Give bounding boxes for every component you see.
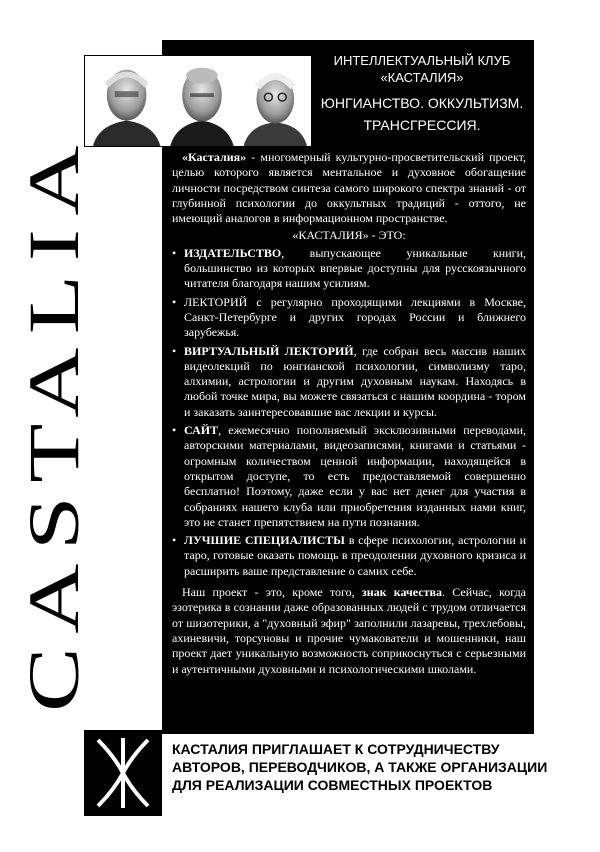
quality-mark: знак качества (361, 585, 442, 600)
intro-lead: «Касталия» (182, 150, 247, 164)
list-item: • ЛЕКТОРИЙ с регулярно проходящими лекциями в Москве, Санкт-Петербурге и других городах России и ближнего зарубежья. (172, 295, 526, 341)
list-item: • ВИРТУАЛЬНЫЙ ЛЕКТОРИЙ, где собран весь массив наших видеолекций по юнгианской психологии, символизму таро, алхимии, астрологии и другим духовным наукам. Находясь в любой точке мира, вы можете связаться с нашим координа - тором и заказать заинтересовавшие вас лекции и курсы. (172, 344, 526, 420)
invitation-line1: КАСТАЛИЯ ПРИГЛАШАЕТ К СОТРУДНИЧЕСТВУ (172, 741, 500, 757)
invitation-text (172, 740, 548, 794)
list-item: • САЙТ, ежемесячно пополняемый эксклюзивными переводами, авторскими материалами, видеозаписями, книгами и статьями - огромным количеством ценной информации, находящейся в открытом доступе, то есть предоставляемой совершенно бесплатно! Поэтому, даже если у вас нет денег для участия в собраниях нашего клуба или приобретения изданных нами книг, это не станет препятствием на пути познания. (172, 423, 526, 530)
club-topics-line2: ТРАНСГРЕССИЯ. (363, 117, 481, 133)
list-item: • ИЗДАТЕЛЬСТВО, выпускающее уникальные книги, большинство из которых впервые доступны для русскоязычного читателя благодаря нашим усилиям. (172, 246, 526, 292)
list-title: «КАСТАЛИЯ» - ЭТО: (292, 228, 406, 243)
invitation-line3: ДЛЯ РЕАЛИЗАЦИИ СОВМЕСТНЫХ ПРОЕКТОВ (172, 777, 493, 793)
castalia-vertical-text: CASTALIA (14, 281, 94, 712)
club-name-line2: «КАСТАЛИЯ» (380, 70, 464, 85)
portrait-middle (170, 68, 233, 146)
club-name-line1: ИНТЕЛЛЕКТУАЛЬНЫЙ КЛУБ (333, 53, 511, 68)
portrait-right (244, 75, 307, 146)
intro-text: - многомерный культурно-просветительский проект, целью которого является ментальное и духовное обогащение личности посредством синтеза самого широкого спектра знаний - от глубинной психологии до оккультных традиций - оттого, не имеющий аналогов в информационном пространстве. (172, 150, 526, 226)
intro-paragraph (172, 150, 526, 226)
club-header (312, 52, 532, 134)
invitation-line2: АВТОРОВ, ПЕРЕВОДЧИКОВ, А ТАКЖЕ ОРГАНИЗАЦИИ (172, 759, 548, 775)
portraits-photo (84, 55, 312, 147)
closing-paragraph: Наш проект - это, кроме того, знак качества. Сейчас, когда эзотерика в сознании даже образованных людей с трудом отличается от шизотерики, а "духовный эфир" заполнили лазаревы, трехлебовы, ахиневичи, торсуновы и прочие чумакователи и мошенники, наш проект дает уникальную возможность соприкоснуться с серьезными и аутентичными духовными и психологическими школами. (172, 585, 527, 676)
feature-list (172, 246, 526, 579)
portrait-left (93, 70, 160, 146)
description-text (172, 150, 526, 677)
castalia-vertical-title (14, 126, 162, 718)
castalia-logo (84, 730, 162, 816)
list-item: • ЛУЧШИЕ СПЕЦИАЛИСТЫ в сфере психологии, астрологии и таро, готовые оказать помощь в преодолении духовного кризиса и расширить ваше представление о самих себе. (172, 533, 526, 579)
club-topics-line1: ЮНГИАНСТВО. ОККУЛЬТИЗМ. (320, 95, 524, 111)
